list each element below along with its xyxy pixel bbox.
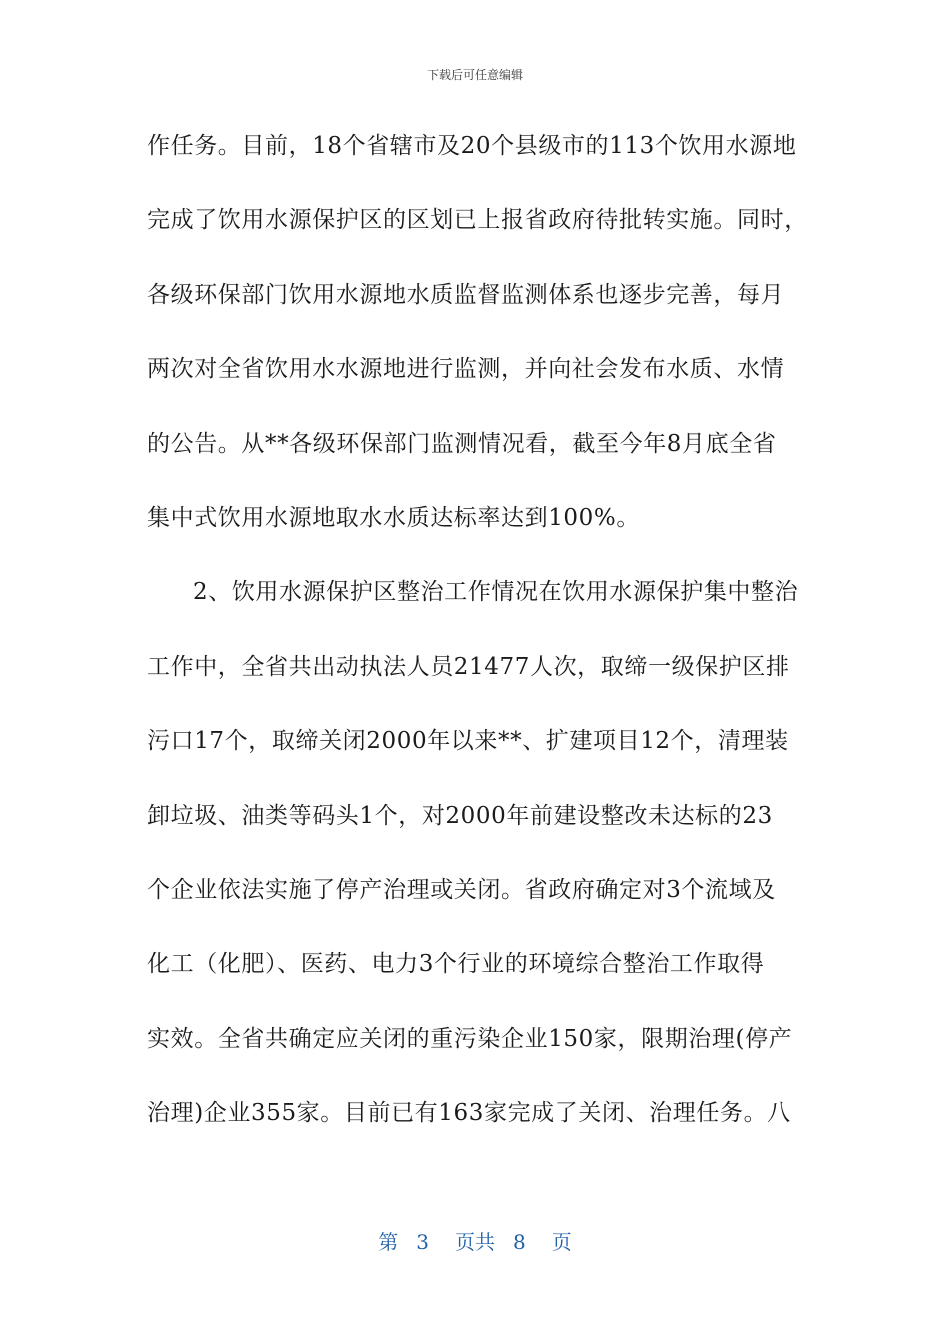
text-line: 个企业依法实施了停产治理或关闭。省政府确定对3个流域及 (147, 876, 776, 903)
text-line: 工作中，全省共出动执法人员21477人次，取缔一级保护区排 (147, 653, 790, 680)
text-line: 两次对全省饮用水水源地进行监测，并向社会发布水质、水情 (147, 356, 785, 383)
document-body (147, 124, 807, 1165)
footer-prefix: 第 (378, 1230, 399, 1254)
text-line: 化工（化肥）、医药、电力3个行业的环境综合整治工作取得 (147, 951, 765, 978)
text-line: 卸垃圾、油类等码头1个，对2000年前建设整改未达标的23 (147, 802, 773, 829)
footer-current-page: 3 (416, 1230, 429, 1254)
text-line: 的公告。从**各级环保部门监测情况看，截至今年8月底全省 (147, 430, 777, 457)
text-line: 完成了饮用水源保护区的区划已上报省政府待批转实施。同时， (147, 207, 808, 234)
text-line: 集中式饮用水源地取水水质达标率达到100%。 (147, 504, 640, 531)
footer-total-pages: 8 (513, 1230, 526, 1254)
footer-suffix: 页 (551, 1230, 572, 1254)
text-line: 污口17个，取缔关闭2000年以来**、扩建项目12个，清理装 (147, 728, 789, 755)
page-number-footer (0, 1226, 950, 1255)
text-line: 作任务。目前，18个省辖市及20个县级市的113个饮用水源地 (147, 133, 797, 159)
text-line: 各级环保部门饮用水源地水质监督监测体系也逐步完善，每月 (147, 281, 785, 308)
text-line: 治理)企业355家。目前已有163家完成了关闭、治理任务。八 (147, 1100, 791, 1127)
footer-middle: 页共 (455, 1230, 495, 1254)
paragraph-start-line: 2、饮用水源保护区整治工作情况在饮用水源保护集中整治 (193, 579, 799, 606)
page-header-note: 下载后可任意编辑 (426, 68, 523, 82)
text-line: 实效。全省共确定应关闭的重污染企业150家，限期治理(停产 (147, 1025, 793, 1052)
